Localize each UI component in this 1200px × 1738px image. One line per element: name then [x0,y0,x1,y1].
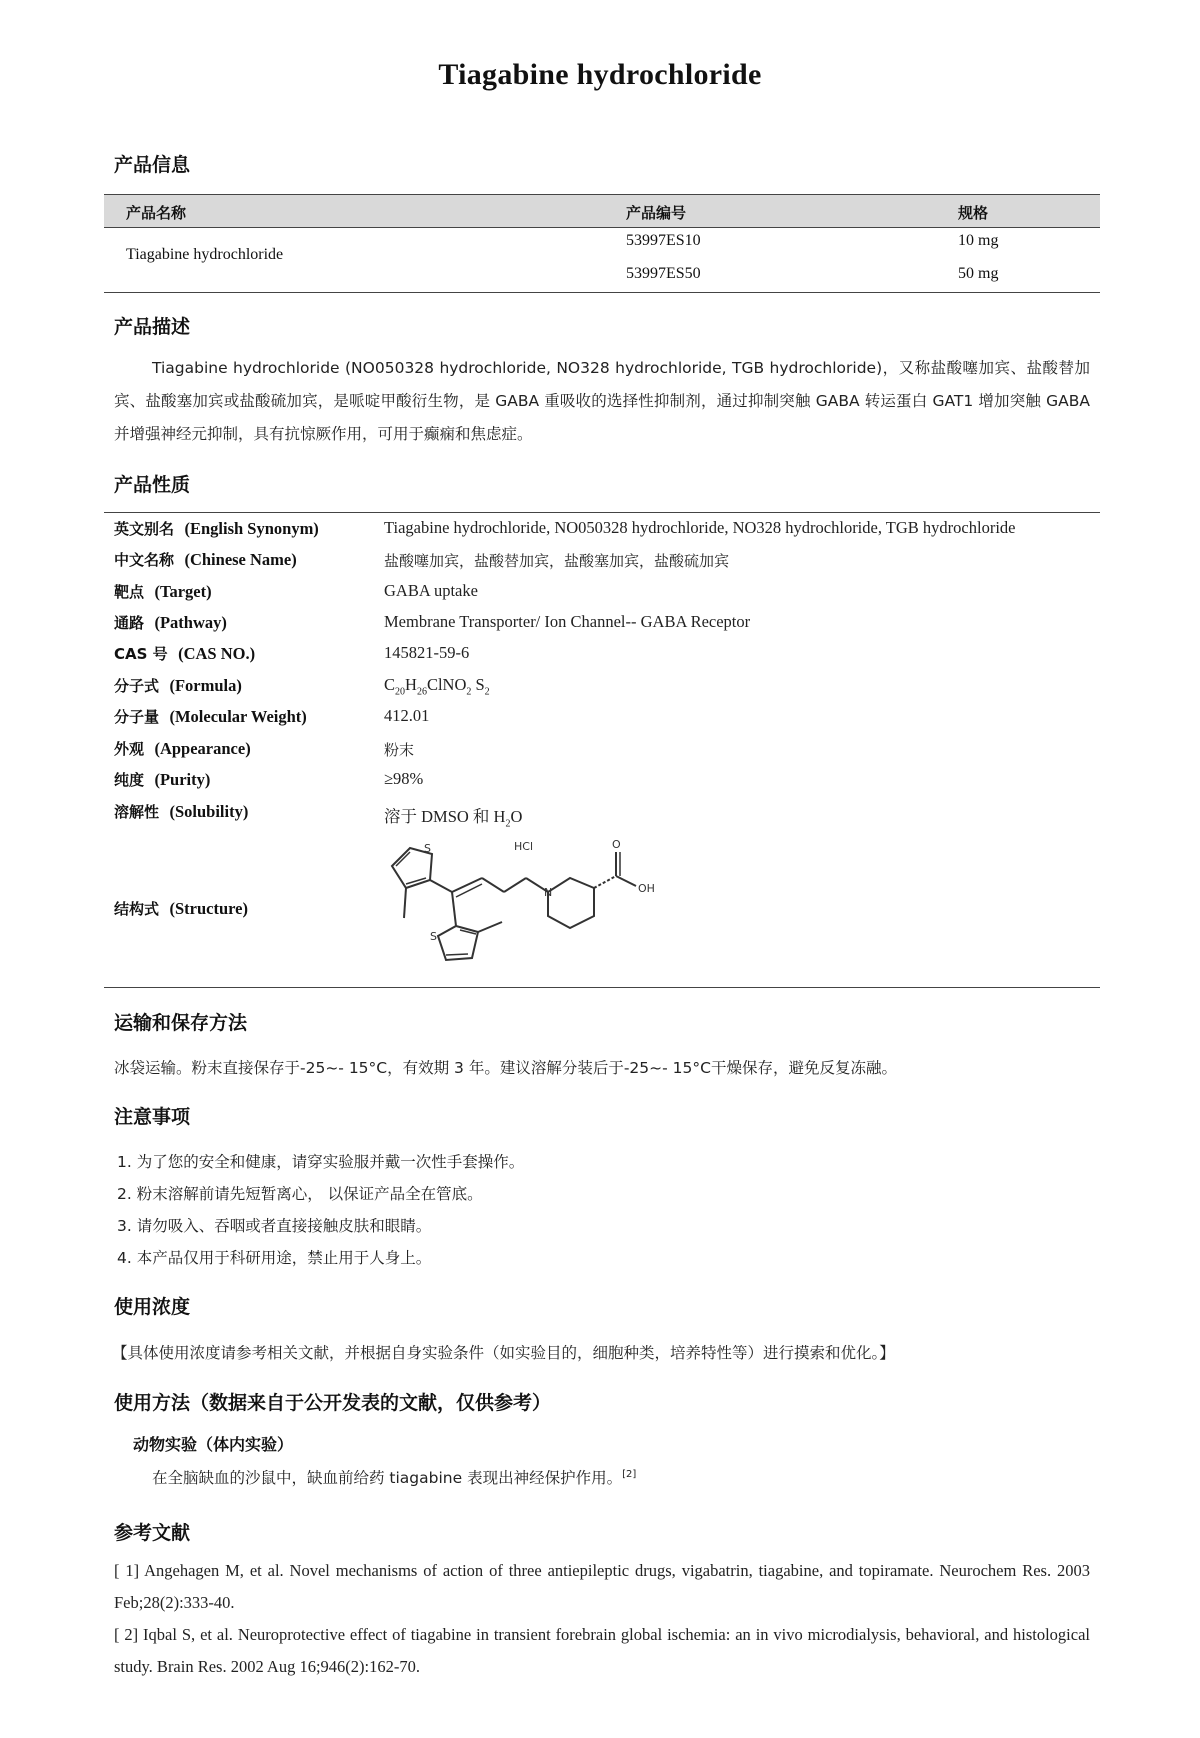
product-code-cell: 53997ES10 [626,232,701,249]
usage-text: 在全脑缺血的沙鼠中，缺血前给药 tiagabine 表现出神经保护作用。[2] [152,1468,637,1487]
product-code-cell: 53997ES50 [626,265,701,282]
property-label-en: (Molecular Weight) [169,707,307,726]
product-spec-cell: 50 mg [958,265,999,282]
property-label-cn: 溶解性 [114,803,160,821]
property-label-en: (Chinese Name) [184,550,297,569]
reference-item: [ 1] Angehagen M, et al. Novel mechanisms of action of three antiepileptic drugs, vigabatrin, tiagabine, and topiramate. Neurochem Res. 2003 Feb;28(2):333-40. [114,1561,1090,1612]
header-product-code: 产品编号 [626,204,687,222]
solubility-value: 溶于 DMSO 和 $H_2O$ [384,807,523,830]
property-label [114,675,242,696]
note-item: 1. 为了您的安全和健康，请穿实验服并戴一次性手套操作。 [117,1153,525,1171]
oxygen-label: O [612,838,621,851]
property-value: 盐酸噻加宾，盐酸替加宾，盐酸塞加宾，盐酸硫加宾 [384,552,730,570]
product-table-header [104,194,1100,228]
property-label-en: (Pathway) [154,613,227,632]
property-label-cn: 分子量 [114,708,160,726]
property-label-en: (Solubility) [169,802,249,821]
property-label-cn: 英文别名 [114,520,175,538]
product-spec-cell: 10 mg [958,232,999,249]
property-value: GABA uptake [384,581,478,600]
citation-marker: [2] [622,1468,637,1480]
property-value: 145821-59-6 [384,643,470,662]
section-product-info: 产品信息 [114,154,191,176]
property-label [114,801,248,822]
property-label-cn: 靶点 [114,583,145,601]
description-text: Tiagabine hydrochloride (NO050328 hydrochloride, NO328 hydrochloride, TGB hydrochloride)，又称盐酸噻加宾、盐酸替加宾、盐酸塞加宾或盐酸硫加宾，是哌啶甲酸衍生物，是 GABA 重吸收的选择性抑制剂，通过抑制突触 GABA 转运蛋白 GAT1 增加突触 GABA 并增强神经元抑制，具有抗惊厥作用，可用于癫痫和焦虑症。 [114,359,1090,443]
property-label-en: (Purity) [154,770,211,789]
property-label [114,643,255,664]
property-label-cn: 分子式 [114,677,160,695]
formula-value: $C_{20}H_{26}ClNO_2$ $S_2$ [384,675,490,698]
hydroxyl-label: OH [638,882,655,895]
property-label [114,549,297,570]
property-label [114,706,307,727]
property-label-en: (Appearance) [154,739,251,758]
property-label [114,518,319,539]
property-label [114,581,212,602]
property-label-cn: 结构式 [114,900,160,918]
property-value: Membrane Transporter/ Ion Channel-- GABA Receptor [384,612,751,631]
property-label-en: (CAS NO.) [178,644,256,663]
property-value: 412.01 [384,706,430,725]
property-value: Tiagabine hydrochloride, NO050328 hydrochloride, NO328 hydrochloride, TGB hydrochloride [384,518,1016,537]
property-label-en: (Target) [154,582,212,601]
piperidine-ring [548,878,594,928]
note-item: 4. 本产品仅用于科研用途，禁止用于人身上。 [117,1249,432,1267]
property-label-cn: 外观 [114,740,145,758]
property-label-en: (English Synonym) [184,519,319,538]
document-title: Tiagabine hydrochloride [438,58,762,91]
property-label-cn: CAS 号 [114,645,168,663]
sulfur-label: S [424,842,431,855]
property-label-cn: 中文名称 [114,551,175,569]
product-name-cell: Tiagabine hydrochloride [126,246,284,263]
section-properties: 产品性质 [114,474,191,496]
hcl-label: HCl [514,840,534,853]
section-description: 产品描述 [114,316,191,338]
table-bottom-rule [104,292,1100,293]
section-concentration: 使用浓度 [114,1296,191,1318]
property-label [114,769,210,790]
reference-item: [ 2] Iqbal S, et al. Neuroprotective effect of tiagabine in transient forebrain global ischemia: an in vivo microdialysis, behavioral, and histological study. Brain Res. 2002 Aug 16;946(2):162-70. [114,1625,1090,1676]
concentration-text: 【具体使用浓度请参考相关文献，并根据自身实验条件（如实验目的，细胞种类，培养特性等）进行摸索和优化。】 [112,1344,895,1362]
nitrogen-label: N [544,886,553,899]
property-label-cn: 通路 [114,614,145,632]
section-notes: 注意事项 [114,1106,191,1128]
properties-top-rule [104,512,1100,513]
header-product-name: 产品名称 [126,204,187,222]
structure-diagram [380,836,680,976]
section-references: 参考文献 [114,1522,191,1544]
property-label-en: (Structure) [169,899,248,918]
property-label [114,898,248,919]
sulfur-label: S [430,930,437,943]
note-item: 3. 请勿吸入、吞咽或者直接接触皮肤和眼睛。 [117,1217,432,1235]
properties-bottom-rule [104,987,1100,988]
property-label [114,738,251,759]
section-usage: 使用方法（数据来自于公开发表的文献，仅供参考） [114,1392,552,1414]
property-value: 粉末 [384,741,415,759]
property-label-en: (Formula) [169,676,242,695]
property-value: ≥98% [384,769,424,788]
section-storage: 运输和保存方法 [114,1012,248,1034]
header-spec: 规格 [958,204,989,222]
storage-text: 冰袋运输。粉末直接保存于-25~- 15°C，有效期 3 年。建议溶解分装后于-25~- 15°C干燥保存，避免反复冻融。 [114,1059,897,1077]
usage-subtitle: 动物实验（体内实验） [133,1435,294,1454]
note-item: 2. 粉末溶解前请先短暂离心， 以保证产品全在管底。 [117,1185,483,1203]
property-label [114,612,227,633]
property-label-cn: 纯度 [114,771,145,789]
